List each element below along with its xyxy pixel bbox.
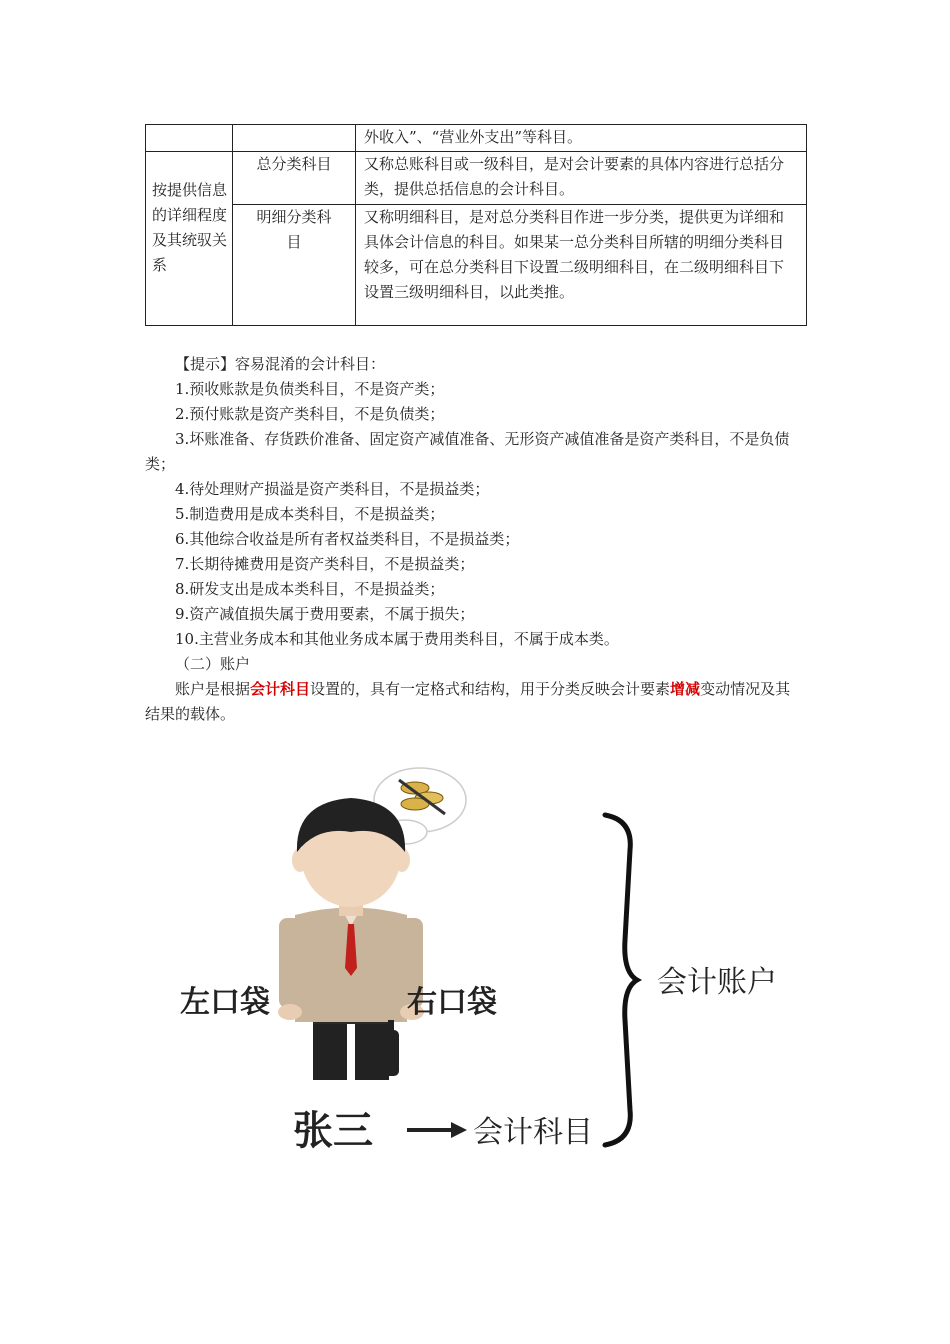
list-item: 6.其他综合收益是所有者权益类科目，不是损益类； xyxy=(175,530,520,548)
table-cell-category: 按提供信息的详细程度及其统驭关系 xyxy=(146,152,233,326)
list-item: 8.研发支出是成本类科目，不是损益类； xyxy=(175,580,445,598)
highlight-accounting-subject: 会计科目 xyxy=(250,680,311,698)
list-item: 10.主营业务成本和其他业务成本属于费用类科目，不属于成本类。 xyxy=(175,630,619,648)
right-pocket-label: 右口袋 xyxy=(407,985,497,1020)
list-item: 1.预收账款是负债类科目，不是资产类； xyxy=(175,380,445,398)
list-item: 2.预付账款是资产类科目，不是负债类； xyxy=(175,405,445,423)
account-definition xyxy=(145,677,805,727)
def-text-b: 设置的，具有一定格式和结构，用于分类反映会计要素 xyxy=(310,680,671,698)
tips-heading: 【提示】容易混淆的会计科目： xyxy=(175,355,386,373)
account-illustration xyxy=(145,740,825,1180)
person-figure xyxy=(278,798,424,1080)
table-row xyxy=(146,152,807,205)
accounting-subject-label: 会计科目 xyxy=(473,1115,593,1150)
list-item: 5.制造费用是成本类科目，不是损益类； xyxy=(175,505,445,523)
list-item: 7.长期待摊费用是资产类科目，不是损益类； xyxy=(175,555,475,573)
list-item: 3.坏账准备、存货跌价准备、固定资产减值准备、无形资产减值准备是资产类科目，不是负债类； xyxy=(145,430,790,473)
table-row xyxy=(146,205,807,326)
name-label: 张三 xyxy=(293,1108,373,1154)
section-heading: （二）账户 xyxy=(175,655,251,673)
account-category-table xyxy=(145,124,807,326)
table-cell-label: 明细分类科目 xyxy=(233,205,356,326)
list-item: 4.待处理财产损溢是资产类科目，不是损益类； xyxy=(175,480,490,498)
list-item: 9.资产减值损失属于费用要素，不属于损失； xyxy=(175,605,475,623)
table-cell-desc: 又称总账科目或一级科目，是对会计要素的具体内容进行总括分类，提供总括信息的会计科目。 xyxy=(356,152,807,205)
curly-brace xyxy=(605,815,637,1145)
highlight-increase-decrease: 增减 xyxy=(670,680,701,698)
left-pocket-label: 左口袋 xyxy=(180,985,270,1020)
table-row xyxy=(146,125,807,152)
def-text-c: 变动情况及其结果的载体。 xyxy=(145,680,791,723)
table-cell-continued: 外收入”、“营业外支出”等科目。 xyxy=(356,125,807,152)
def-text-a: 账户是根据 xyxy=(175,680,251,698)
accounting-account-label: 会计账户 xyxy=(657,965,777,1000)
table-cell-desc: 又称明细科目，是对总分类科目作进一步分类，提供更为详细和具体会计信息的科目。如果某一总分类科目所辖的明细分类科目较多，可在总分类科目下设置二级明细科目，在二级明细科目下设置三级明细科目，以此类推。 xyxy=(356,205,807,326)
notes-section xyxy=(145,352,805,727)
arrow-right-icon xyxy=(407,1122,467,1138)
table-cell-label: 总分类科目 xyxy=(233,152,356,205)
